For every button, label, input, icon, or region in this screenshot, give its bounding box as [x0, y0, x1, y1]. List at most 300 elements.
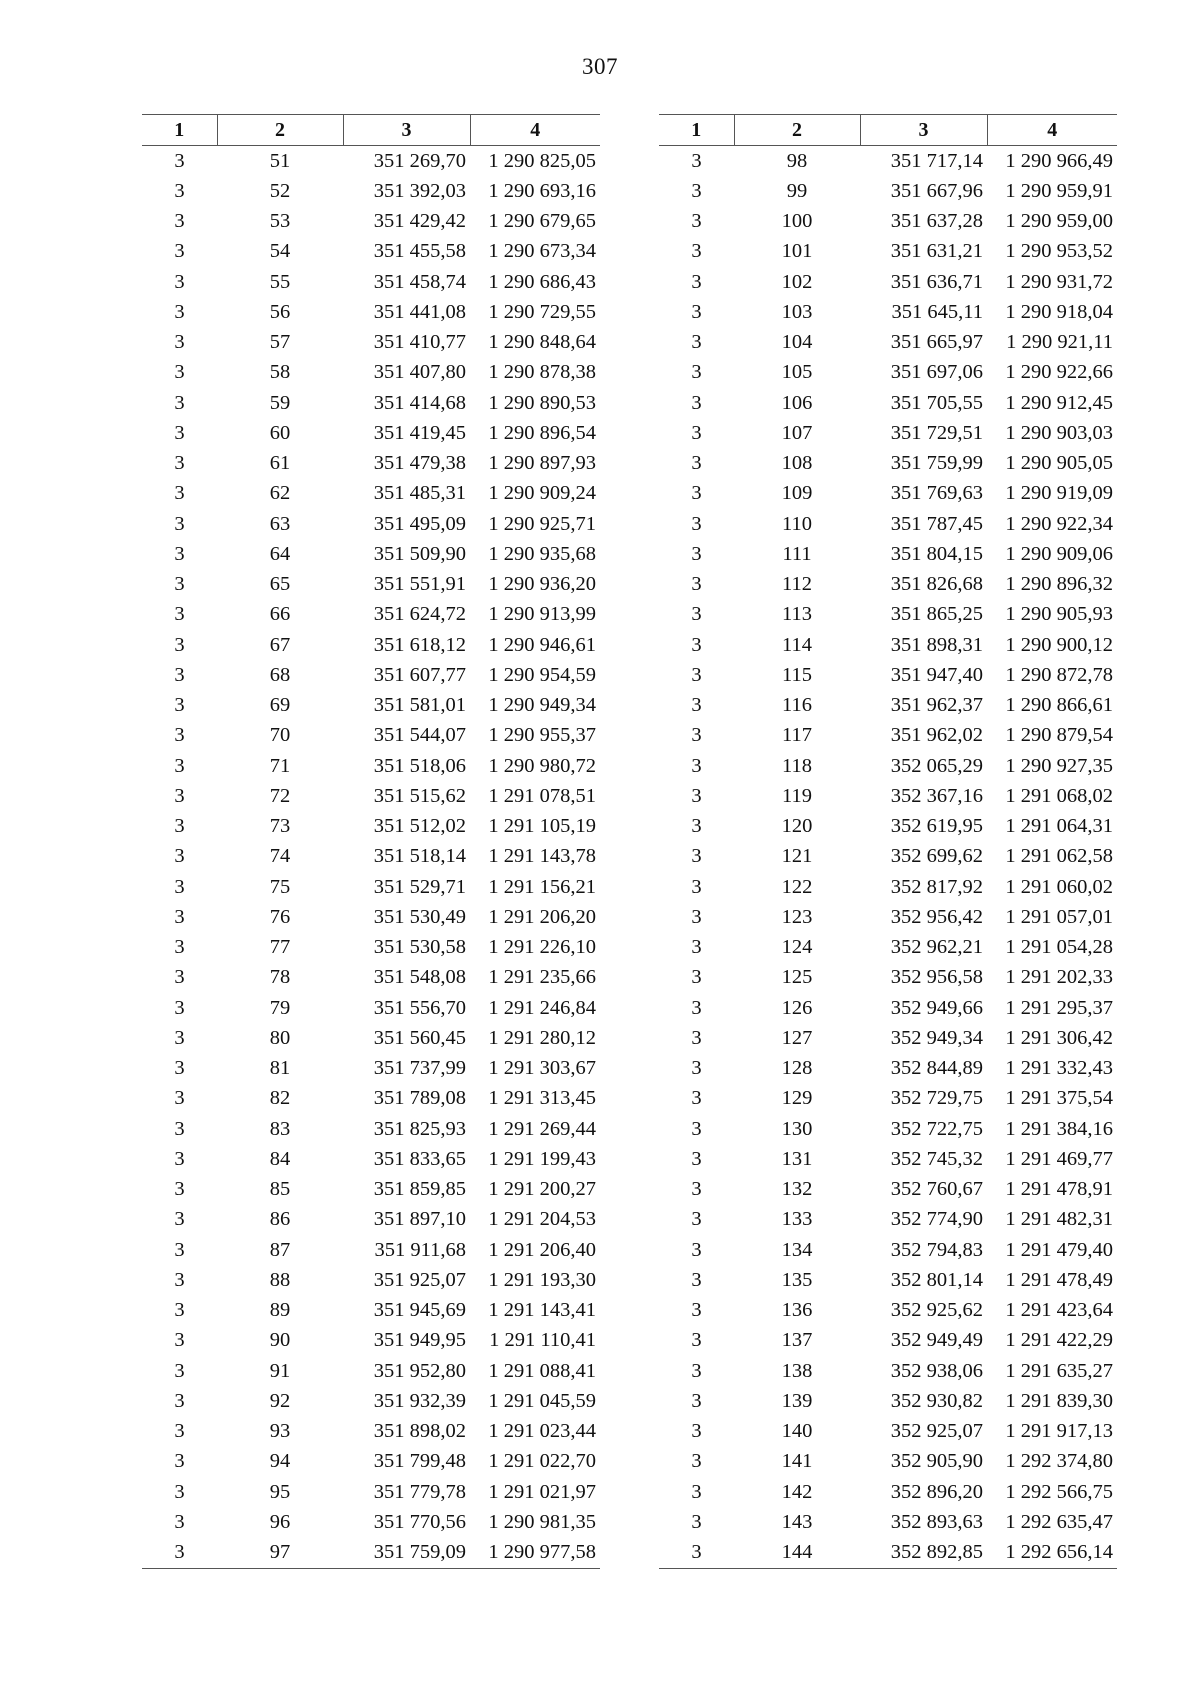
cell-col-4: 1 290 953,52 — [1005, 240, 1113, 263]
table-row — [142, 297, 600, 327]
table-row — [659, 1235, 1117, 1265]
cell-col-1: 3 — [691, 1450, 702, 1473]
cell-col-2: 53 — [269, 210, 291, 233]
table-row — [659, 1023, 1117, 1053]
cell-col-1: 3 — [691, 300, 702, 323]
cell-col-4: 1 290 909,24 — [488, 482, 596, 505]
table-row — [659, 449, 1117, 479]
cell-col-4: 1 291 235,66 — [488, 966, 596, 989]
cell-col-2: 99 — [786, 179, 808, 202]
cell-col-2: 78 — [269, 966, 291, 989]
cell-col-1: 3 — [174, 300, 185, 323]
cell-col-4: 1 291 375,54 — [1005, 1087, 1113, 1110]
cell-col-2: 104 — [781, 331, 813, 354]
cell-col-2: 91 — [269, 1359, 291, 1382]
table-left-body — [142, 146, 600, 1569]
cell-col-3: 351 898,02 — [373, 1420, 466, 1443]
cell-col-4: 1 291 422,29 — [1005, 1329, 1113, 1352]
cell-col-3: 351 729,51 — [890, 421, 983, 444]
cell-col-3: 351 509,90 — [373, 542, 466, 565]
cell-col-1: 3 — [691, 784, 702, 807]
column-header-3: 3 — [343, 115, 470, 146]
cell-col-4: 1 291 839,30 — [1005, 1389, 1113, 1412]
cell-col-1: 3 — [691, 724, 702, 747]
cell-col-3: 351 530,49 — [373, 905, 466, 928]
cell-col-2: 81 — [269, 1057, 291, 1080]
cell-col-1: 3 — [691, 1510, 702, 1533]
cell-col-4: 1 291 269,44 — [488, 1117, 596, 1140]
cell-col-4: 1 290 980,72 — [488, 754, 596, 777]
cell-col-1: 3 — [174, 1480, 185, 1503]
cell-col-4: 1 291 054,28 — [1005, 936, 1113, 959]
table-row — [142, 1417, 600, 1447]
cell-col-1: 3 — [691, 1359, 702, 1382]
cell-col-2: 130 — [781, 1117, 813, 1140]
cell-col-2: 83 — [269, 1117, 291, 1140]
cell-col-3: 351 859,85 — [373, 1178, 466, 1201]
cell-col-4: 1 290 931,72 — [1005, 270, 1113, 293]
cell-col-1: 3 — [174, 663, 185, 686]
cell-col-3: 351 529,71 — [373, 875, 466, 898]
cell-col-1: 3 — [691, 1178, 702, 1201]
cell-col-3: 351 636,71 — [890, 270, 983, 293]
cell-col-1: 3 — [691, 905, 702, 928]
cell-col-3: 351 485,31 — [373, 482, 466, 505]
cell-col-2: 56 — [269, 300, 291, 323]
cell-col-3: 351 789,08 — [373, 1087, 466, 1110]
cell-col-3: 351 515,62 — [373, 784, 466, 807]
cell-col-3: 352 722,75 — [890, 1117, 983, 1140]
table-row — [142, 388, 600, 418]
cell-col-2: 98 — [786, 149, 808, 172]
cell-col-2: 139 — [781, 1389, 813, 1412]
cell-col-4: 1 291 022,70 — [488, 1450, 596, 1473]
cell-col-1: 3 — [174, 996, 185, 1019]
cell-col-1: 3 — [691, 1117, 702, 1140]
cell-col-4: 1 290 905,93 — [1005, 603, 1113, 626]
cell-col-1: 3 — [691, 663, 702, 686]
table-row — [142, 1386, 600, 1416]
table-row — [659, 358, 1117, 388]
cell-col-3: 351 769,63 — [890, 482, 983, 505]
cell-col-2: 115 — [782, 663, 812, 686]
cell-col-2: 51 — [269, 149, 291, 172]
cell-col-4: 1 291 199,43 — [488, 1147, 596, 1170]
table-row — [659, 600, 1117, 630]
cell-col-3: 351 455,58 — [373, 240, 466, 263]
cell-col-3: 351 697,06 — [890, 361, 983, 384]
cell-col-3: 352 619,95 — [890, 815, 983, 838]
cell-col-4: 1 290 949,34 — [488, 694, 596, 717]
column-header-4: 4 — [987, 115, 1117, 146]
table-row — [142, 1084, 600, 1114]
cell-col-1: 3 — [691, 815, 702, 838]
cell-col-4: 1 290 909,06 — [1005, 542, 1113, 565]
cell-col-1: 3 — [174, 1389, 185, 1412]
cell-col-2: 135 — [781, 1268, 813, 1291]
cell-col-2: 70 — [269, 724, 291, 747]
table-row — [142, 812, 600, 842]
table-row — [659, 1507, 1117, 1537]
cell-col-3: 352 938,06 — [890, 1359, 983, 1382]
cell-col-3: 351 665,97 — [890, 331, 983, 354]
table-row — [659, 207, 1117, 237]
cell-col-2: 79 — [269, 996, 291, 1019]
cell-col-2: 132 — [781, 1178, 813, 1201]
cell-col-1: 3 — [691, 1389, 702, 1412]
cell-col-4: 1 290 879,54 — [1005, 724, 1113, 747]
table-row — [142, 1114, 600, 1144]
cell-col-4: 1 291 384,16 — [1005, 1117, 1113, 1140]
cell-col-2: 128 — [781, 1057, 813, 1080]
cell-col-2: 110 — [782, 512, 812, 535]
cell-col-4: 1 290 673,34 — [488, 240, 596, 263]
cell-col-4: 1 291 423,64 — [1005, 1299, 1113, 1322]
cell-col-4: 1 290 903,03 — [1005, 421, 1113, 444]
table-row — [142, 872, 600, 902]
cell-col-2: 119 — [782, 784, 812, 807]
column-header-4: 4 — [470, 115, 600, 146]
cell-col-2: 103 — [781, 300, 813, 323]
cell-col-3: 351 833,65 — [373, 1147, 466, 1170]
cell-col-4: 1 290 946,61 — [488, 633, 596, 656]
cell-col-1: 3 — [174, 1329, 185, 1352]
cell-col-1: 3 — [174, 573, 185, 596]
cell-col-3: 351 925,07 — [373, 1268, 466, 1291]
cell-col-1: 3 — [174, 1117, 185, 1140]
table-row — [142, 1175, 600, 1205]
cell-col-4: 1 291 469,77 — [1005, 1147, 1113, 1170]
cell-col-3: 352 925,07 — [890, 1420, 983, 1443]
cell-col-1: 3 — [174, 1178, 185, 1201]
cell-col-1: 3 — [691, 1480, 702, 1503]
cell-col-4: 1 290 679,65 — [488, 210, 596, 233]
cell-col-3: 351 645,11 — [891, 300, 983, 323]
cell-col-2: 82 — [269, 1087, 291, 1110]
cell-col-1: 3 — [174, 482, 185, 505]
cell-col-1: 3 — [174, 210, 185, 233]
cell-col-1: 3 — [691, 936, 702, 959]
table-row — [142, 146, 600, 177]
cell-col-4: 1 290 919,09 — [1005, 482, 1113, 505]
table-row — [142, 449, 600, 479]
table-row — [142, 1326, 600, 1356]
cell-col-1: 3 — [174, 633, 185, 656]
cell-col-1: 3 — [174, 815, 185, 838]
cell-col-2: 95 — [269, 1480, 291, 1503]
cell-col-2: 66 — [269, 603, 291, 626]
cell-col-4: 1 291 064,31 — [1005, 815, 1113, 838]
cell-col-3: 352 774,90 — [890, 1208, 983, 1231]
cell-col-2: 67 — [269, 633, 291, 656]
cell-col-3: 351 544,07 — [373, 724, 466, 747]
cell-col-3: 351 945,69 — [373, 1299, 466, 1322]
cell-col-2: 138 — [781, 1359, 813, 1382]
cell-col-4: 1 290 866,61 — [1005, 694, 1113, 717]
cell-col-4: 1 290 977,58 — [470, 1538, 600, 1569]
cell-col-1: 3 — [691, 1420, 702, 1443]
cell-col-4: 1 292 635,47 — [1005, 1510, 1113, 1533]
cell-col-4: 1 291 482,31 — [1005, 1208, 1113, 1231]
cell-col-1: 3 — [691, 845, 702, 868]
cell-col-4: 1 291 062,58 — [1005, 845, 1113, 868]
table-row — [659, 1417, 1117, 1447]
cell-col-2: 142 — [781, 1480, 813, 1503]
cell-col-3: 351 804,15 — [890, 542, 983, 565]
table-row — [659, 1175, 1117, 1205]
coordinates-table-left — [142, 114, 600, 1569]
table-row — [659, 328, 1117, 358]
cell-col-1: 3 — [174, 421, 185, 444]
table-row — [142, 267, 600, 297]
cell-col-3: 351 607,77 — [373, 663, 466, 686]
cell-col-3: 352 892,85 — [860, 1538, 987, 1569]
table-row — [659, 812, 1117, 842]
cell-col-2: 124 — [781, 936, 813, 959]
cell-col-4: 1 291 226,10 — [488, 936, 596, 959]
cell-col-4: 1 291 478,91 — [1005, 1178, 1113, 1201]
cell-col-2: 100 — [781, 210, 813, 233]
cell-col-2: 54 — [269, 240, 291, 263]
table-row — [659, 902, 1117, 932]
cell-col-2: 52 — [269, 179, 291, 202]
cell-col-2: 60 — [269, 421, 291, 444]
cell-col-4: 1 291 204,53 — [488, 1208, 596, 1231]
cell-col-3: 351 759,99 — [890, 452, 983, 475]
cell-col-1: 3 — [691, 331, 702, 354]
cell-col-2: 68 — [269, 663, 291, 686]
cell-col-3: 351 787,45 — [890, 512, 983, 535]
cell-col-4: 1 290 959,00 — [1005, 210, 1113, 233]
cell-col-3: 351 441,08 — [373, 300, 466, 323]
table-row — [142, 691, 600, 721]
cell-col-1: 3 — [174, 905, 185, 928]
cell-col-3: 351 624,72 — [373, 603, 466, 626]
cell-col-3: 352 893,63 — [890, 1510, 983, 1533]
cell-col-1: 3 — [691, 573, 702, 596]
cell-col-2: 112 — [782, 573, 812, 596]
table-row — [659, 1356, 1117, 1386]
cell-col-2: 134 — [781, 1238, 813, 1261]
cell-col-2: 105 — [781, 361, 813, 384]
cell-col-1: 3 — [174, 1147, 185, 1170]
cell-col-4: 1 291 479,40 — [1005, 1238, 1113, 1261]
table-row — [142, 660, 600, 690]
cell-col-1: 3 — [174, 361, 185, 384]
cell-col-3: 351 458,74 — [373, 270, 466, 293]
cell-col-1: 3 — [174, 542, 185, 565]
cell-col-4: 1 290 959,91 — [1005, 179, 1113, 202]
cell-col-4: 1 290 686,43 — [488, 270, 596, 293]
table-row — [142, 630, 600, 660]
cell-col-1: 3 — [174, 694, 185, 717]
table-row — [142, 600, 600, 630]
cell-col-2: 101 — [781, 240, 813, 263]
cell-col-4: 1 291 635,27 — [1005, 1359, 1113, 1382]
cell-col-3: 351 932,39 — [373, 1389, 466, 1412]
cell-col-4: 1 292 374,80 — [1005, 1450, 1113, 1473]
cell-col-2: 113 — [782, 603, 812, 626]
cell-col-3: 351 495,09 — [373, 512, 466, 535]
cell-col-1: 3 — [174, 1359, 185, 1382]
table-row — [142, 1265, 600, 1295]
table-row — [142, 1235, 600, 1265]
cell-col-2: 137 — [781, 1329, 813, 1352]
cell-col-2: 76 — [269, 905, 291, 928]
cell-col-1: 3 — [174, 270, 185, 293]
cell-col-3: 351 556,70 — [373, 996, 466, 1019]
table-row — [142, 1296, 600, 1326]
table-row — [659, 1265, 1117, 1295]
cell-col-4: 1 290 966,49 — [1005, 149, 1113, 172]
cell-col-2: 75 — [269, 875, 291, 898]
table-row — [659, 297, 1117, 327]
table-row — [659, 1114, 1117, 1144]
cell-col-2: 65 — [269, 573, 291, 596]
cell-col-4: 1 291 202,33 — [1005, 966, 1113, 989]
cell-col-1: 3 — [174, 966, 185, 989]
table-row — [659, 660, 1117, 690]
cell-col-2: 89 — [269, 1299, 291, 1322]
cell-col-4: 1 290 729,55 — [488, 300, 596, 323]
cell-col-2: 117 — [782, 724, 812, 747]
table-row — [142, 237, 600, 267]
cell-col-4: 1 290 955,37 — [488, 724, 596, 747]
cell-col-3: 352 962,21 — [890, 936, 983, 959]
cell-col-1: 3 — [691, 1147, 702, 1170]
cell-col-1: 3 — [174, 149, 185, 172]
cell-col-3: 351 637,28 — [890, 210, 983, 233]
cell-col-2: 84 — [269, 1147, 291, 1170]
cell-col-2: 72 — [269, 784, 291, 807]
table-row — [142, 781, 600, 811]
cell-col-2: 86 — [269, 1208, 291, 1231]
cell-col-2: 144 — [734, 1538, 860, 1569]
cell-col-3: 352 801,14 — [890, 1268, 983, 1291]
cell-col-1: 3 — [174, 1208, 185, 1231]
cell-col-1: 3 — [174, 1510, 185, 1533]
cell-col-1: 3 — [691, 754, 702, 777]
cell-col-3: 352 760,67 — [890, 1178, 983, 1201]
table-row — [659, 1084, 1117, 1114]
table-row — [142, 751, 600, 781]
cell-col-1: 3 — [174, 391, 185, 414]
cell-col-3: 351 518,14 — [373, 845, 466, 868]
cell-col-4: 1 291 246,84 — [488, 996, 596, 1019]
cell-col-3: 351 717,14 — [890, 149, 983, 172]
table-row — [142, 176, 600, 206]
cell-col-2: 71 — [269, 754, 291, 777]
cell-col-3: 351 560,45 — [373, 1026, 466, 1049]
cell-col-1: 3 — [174, 179, 185, 202]
cell-col-4: 1 290 912,45 — [1005, 391, 1113, 414]
cell-col-2: 106 — [781, 391, 813, 414]
cell-col-2: 61 — [269, 452, 291, 475]
cell-col-4: 1 291 110,41 — [489, 1329, 596, 1352]
table-row — [659, 781, 1117, 811]
cell-col-1: 3 — [691, 391, 702, 414]
table-right-body — [659, 146, 1117, 1569]
table-row — [142, 1538, 600, 1569]
cell-col-4: 1 292 566,75 — [1005, 1480, 1113, 1503]
cell-col-3: 351 429,42 — [373, 210, 466, 233]
cell-col-4: 1 290 936,20 — [488, 573, 596, 596]
cell-col-4: 1 290 905,05 — [1005, 452, 1113, 475]
table-row — [142, 721, 600, 751]
cell-col-4: 1 291 105,19 — [488, 815, 596, 838]
cell-col-3: 351 581,01 — [373, 694, 466, 717]
cell-col-4: 1 290 922,34 — [1005, 512, 1113, 535]
cell-col-3: 351 779,78 — [373, 1480, 466, 1503]
table-row — [659, 963, 1117, 993]
cell-col-2: 120 — [781, 815, 813, 838]
cell-col-2: 80 — [269, 1026, 291, 1049]
cell-col-3: 351 479,38 — [373, 452, 466, 475]
cell-col-3: 351 799,48 — [373, 1450, 466, 1473]
cell-col-4: 1 290 896,54 — [488, 421, 596, 444]
cell-col-3: 351 865,25 — [890, 603, 983, 626]
cell-col-2: 121 — [781, 845, 813, 868]
cell-col-2: 74 — [269, 845, 291, 868]
table-row — [142, 902, 600, 932]
cell-col-4: 1 291 156,21 — [488, 875, 596, 898]
cell-col-4: 1 291 332,43 — [1005, 1057, 1113, 1080]
cell-col-1: 3 — [142, 1538, 217, 1569]
cell-col-1: 3 — [691, 694, 702, 717]
cell-col-3: 352 844,89 — [890, 1057, 983, 1080]
cell-col-2: 55 — [269, 270, 291, 293]
table-row — [659, 630, 1117, 660]
cell-col-1: 3 — [174, 603, 185, 626]
cell-col-2: 122 — [781, 875, 813, 898]
cell-col-3: 352 729,75 — [890, 1087, 983, 1110]
cell-col-3: 352 949,49 — [890, 1329, 983, 1352]
cell-col-2: 59 — [269, 391, 291, 414]
cell-col-3: 352 794,83 — [890, 1238, 983, 1261]
table-row — [659, 388, 1117, 418]
cell-col-4: 1 291 917,13 — [1005, 1420, 1113, 1443]
table-row — [659, 1326, 1117, 1356]
cell-col-1: 3 — [174, 875, 185, 898]
cell-col-1: 3 — [174, 512, 185, 535]
cell-col-1: 3 — [691, 210, 702, 233]
cell-col-1: 3 — [174, 1268, 185, 1291]
table-row — [659, 1477, 1117, 1507]
column-header-2: 2 — [734, 115, 860, 146]
cell-col-3: 351 962,02 — [890, 724, 983, 747]
cell-col-3: 352 699,62 — [890, 845, 983, 868]
cell-col-1: 3 — [691, 1329, 702, 1352]
column-header-3: 3 — [860, 115, 987, 146]
cell-col-1: 3 — [691, 966, 702, 989]
cell-col-2: 63 — [269, 512, 291, 535]
cell-col-2: 127 — [781, 1026, 813, 1049]
cell-col-2: 58 — [269, 361, 291, 384]
cell-col-3: 351 962,37 — [890, 694, 983, 717]
cell-col-3: 352 949,66 — [890, 996, 983, 1019]
cell-col-4: 1 290 954,59 — [488, 663, 596, 686]
table-row — [659, 509, 1117, 539]
cell-col-1: 3 — [691, 1057, 702, 1080]
table-row — [659, 1205, 1117, 1235]
cell-col-2: 133 — [781, 1208, 813, 1231]
cell-col-3: 351 770,56 — [373, 1510, 466, 1533]
cell-col-4: 1 291 478,49 — [1005, 1268, 1113, 1291]
table-row — [659, 479, 1117, 509]
cell-col-4: 1 290 922,66 — [1005, 361, 1113, 384]
table-row — [142, 418, 600, 448]
cell-col-1: 3 — [174, 845, 185, 868]
